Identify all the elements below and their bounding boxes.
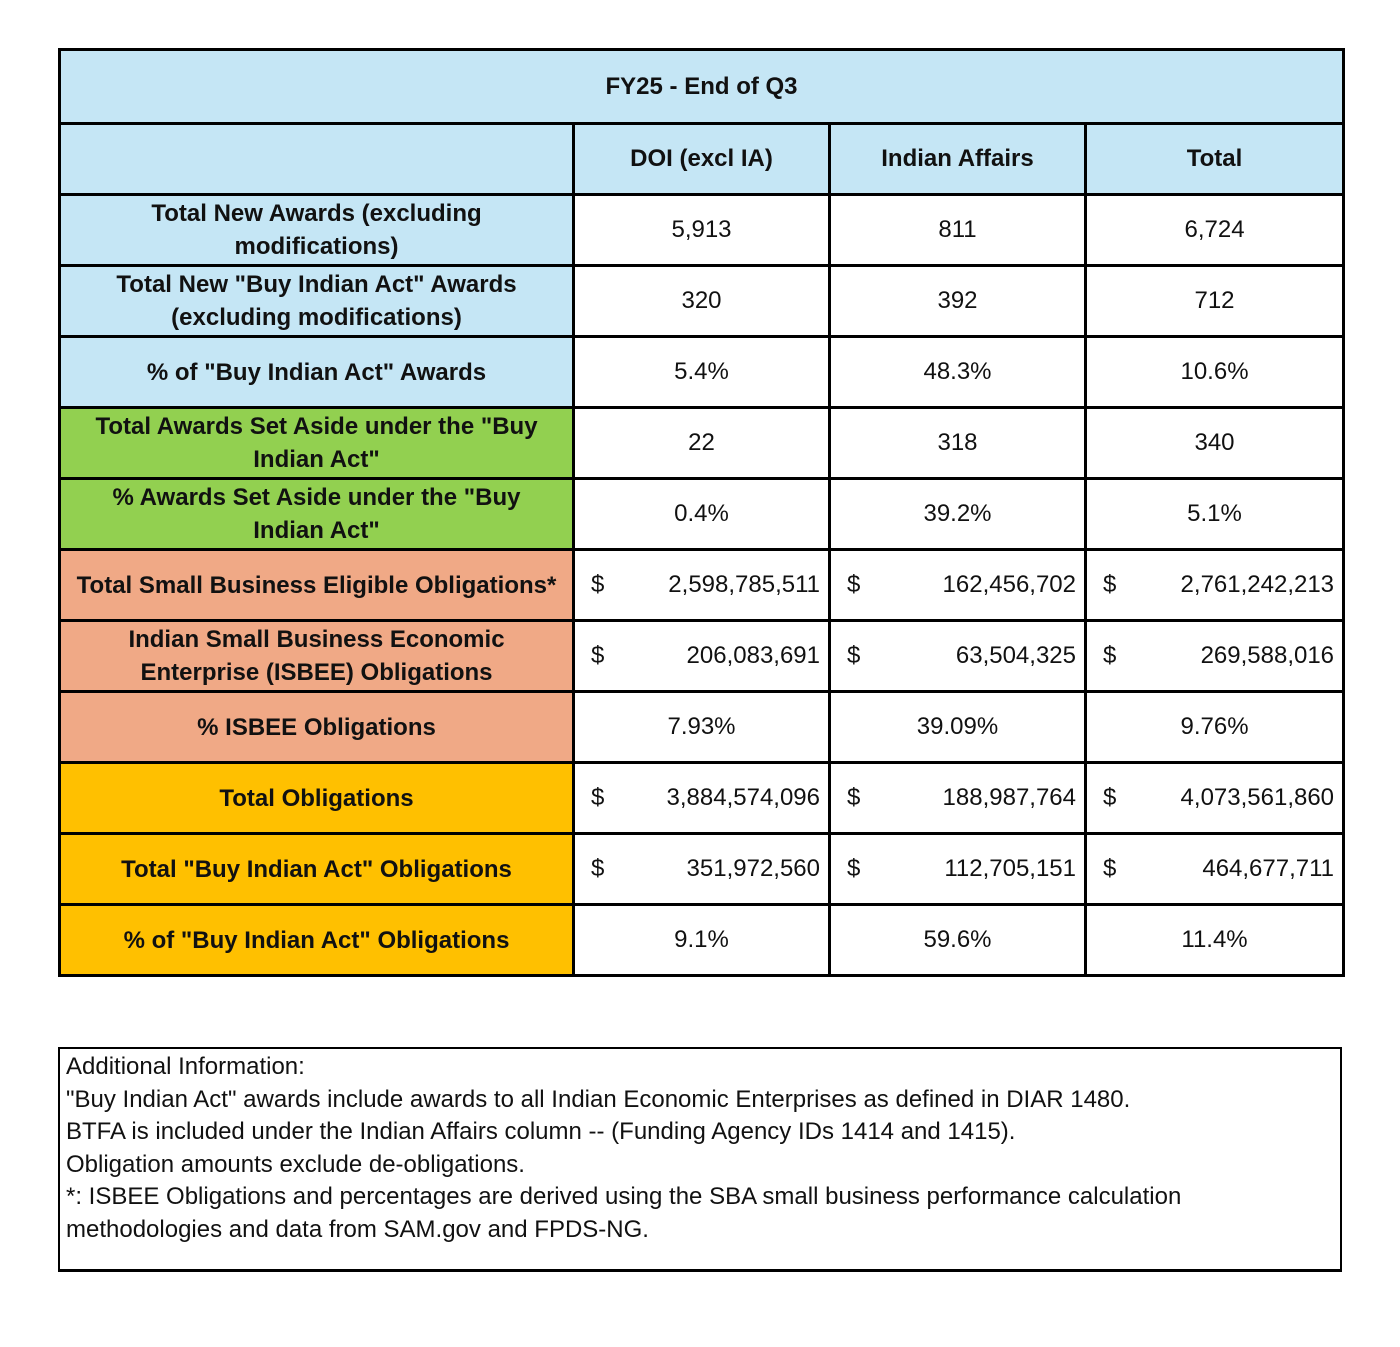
cell-total: 6,724 [1086,195,1344,266]
corner-header-cell [60,124,574,195]
awards-obligations-table [58,48,1345,977]
cell-indian-affairs [830,621,1086,692]
table-row [60,195,1344,266]
cell-indian-affairs: 39.2% [830,479,1086,550]
cell-total [1086,621,1344,692]
cell-indian-affairs: 318 [830,408,1086,479]
note-line: Obligation amounts exclude de-obligations. [66,1150,525,1178]
row-label: % of "Buy Indian Act" Awards [60,337,574,408]
cell-indian-affairs: 39.09% [830,692,1086,763]
row-label: Total Small Business Eligible Obligations* [60,550,574,621]
column-header-doi: DOI (excl IA) [574,124,830,195]
cell-indian-affairs: 59.6% [830,905,1086,976]
currency-symbol: $ [591,855,605,882]
cell-doi: 0.4% [574,479,830,550]
row-label: % Awards Set Aside under the "Buy Indian Act" [60,479,574,550]
currency-symbol: $ [1103,784,1117,811]
cell-doi: 320 [574,266,830,337]
column-header-total: Total [1086,124,1344,195]
cell-doi: 9.1% [574,905,830,976]
amount: 206,083,691 [686,642,820,669]
cell-indian-affairs: 811 [830,195,1086,266]
amount: 188,987,764 [942,784,1076,811]
table-row [60,905,1344,976]
table-row [60,763,1344,834]
currency-symbol: $ [591,784,605,811]
currency-symbol: $ [1103,855,1117,882]
amount: 4,073,561,860 [1180,784,1335,811]
note-line: *: ISBEE Obligations and percentages are derived using the SBA small business performance calculation [66,1183,1182,1210]
table-row [60,479,1344,550]
cell-doi: 22 [574,408,830,479]
row-label: % of "Buy Indian Act" Obligations [60,905,574,976]
cell-total: 11.4% [1086,905,1344,976]
table-title: FY25 - End of Q3 [60,50,1344,124]
amount: 162,456,702 [942,571,1076,598]
currency-symbol: $ [1103,571,1117,598]
currency-symbol: $ [847,571,861,598]
cell-doi [574,834,830,905]
currency-symbol: $ [847,784,861,811]
note-line: methodologies and data from SAM.gov and FPDS-NG. [66,1215,649,1243]
currency-symbol: $ [847,855,861,882]
currency-symbol: $ [847,642,861,669]
cell-total: 340 [1086,408,1344,479]
cell-total: 10.6% [1086,337,1344,408]
note-line: BTFA is included under the Indian Affairs column -- (Funding Agency IDs 1414 and 1415). [66,1118,1016,1145]
amount: 2,761,242,213 [1180,571,1335,598]
row-label: % ISBEE Obligations [60,692,574,763]
row-label: Total Awards Set Aside under the "Buy Indian Act" [60,408,574,479]
row-label: Total Obligations [60,763,574,834]
amount: 112,705,151 [944,855,1076,882]
cell-doi: 5,913 [574,195,830,266]
cell-doi: 7.93% [574,692,830,763]
cell-total: 5.1% [1086,479,1344,550]
table-row [60,337,1344,408]
title-row [60,50,1344,124]
cell-doi [574,550,830,621]
cell-indian-affairs: 48.3% [830,337,1086,408]
cell-total: 9.76% [1086,692,1344,763]
currency-symbol: $ [591,571,605,598]
cell-indian-affairs [830,834,1086,905]
amount: 269,588,016 [1200,642,1335,669]
table-row [60,692,1344,763]
note-line: "Buy Indian Act" awards include awards to all Indian Economic Enterprises as defined in DIAR 1480. [66,1085,1131,1113]
amount: 351,972,560 [686,855,820,882]
cell-total [1086,550,1344,621]
cell-indian-affairs: 392 [830,266,1086,337]
cell-doi [574,763,830,834]
cell-indian-affairs [830,763,1086,834]
amount: 2,598,785,511 [668,571,820,598]
amount: 3,884,574,096 [666,784,820,811]
currency-symbol: $ [1103,642,1117,669]
table-row [60,408,1344,479]
table-row [60,621,1344,692]
row-label: Total "Buy Indian Act" Obligations [60,834,574,905]
cell-total [1086,763,1344,834]
currency-symbol: $ [591,642,605,669]
additional-information-box [58,1047,1342,1272]
table-row [60,834,1344,905]
row-label: Total New "Buy Indian Act" Awards (excluding modifications) [60,266,574,337]
cell-doi [574,621,830,692]
amount: 464,677,711 [1202,855,1335,882]
table-row [60,266,1344,337]
cell-total [1086,834,1344,905]
cell-total: 712 [1086,266,1344,337]
amount: 63,504,325 [955,642,1076,669]
row-label: Total New Awards (excluding modifications) [60,195,574,266]
report [58,48,1342,1272]
cell-doi: 5.4% [574,337,830,408]
row-label: Indian Small Business Economic Enterprise (ISBEE) Obligations [60,621,574,692]
column-header-row [60,124,1344,195]
column-header-indian-affairs: Indian Affairs [830,124,1086,195]
table-row [60,550,1344,621]
notes-heading: Additional Information: [66,1053,305,1080]
cell-indian-affairs [830,550,1086,621]
